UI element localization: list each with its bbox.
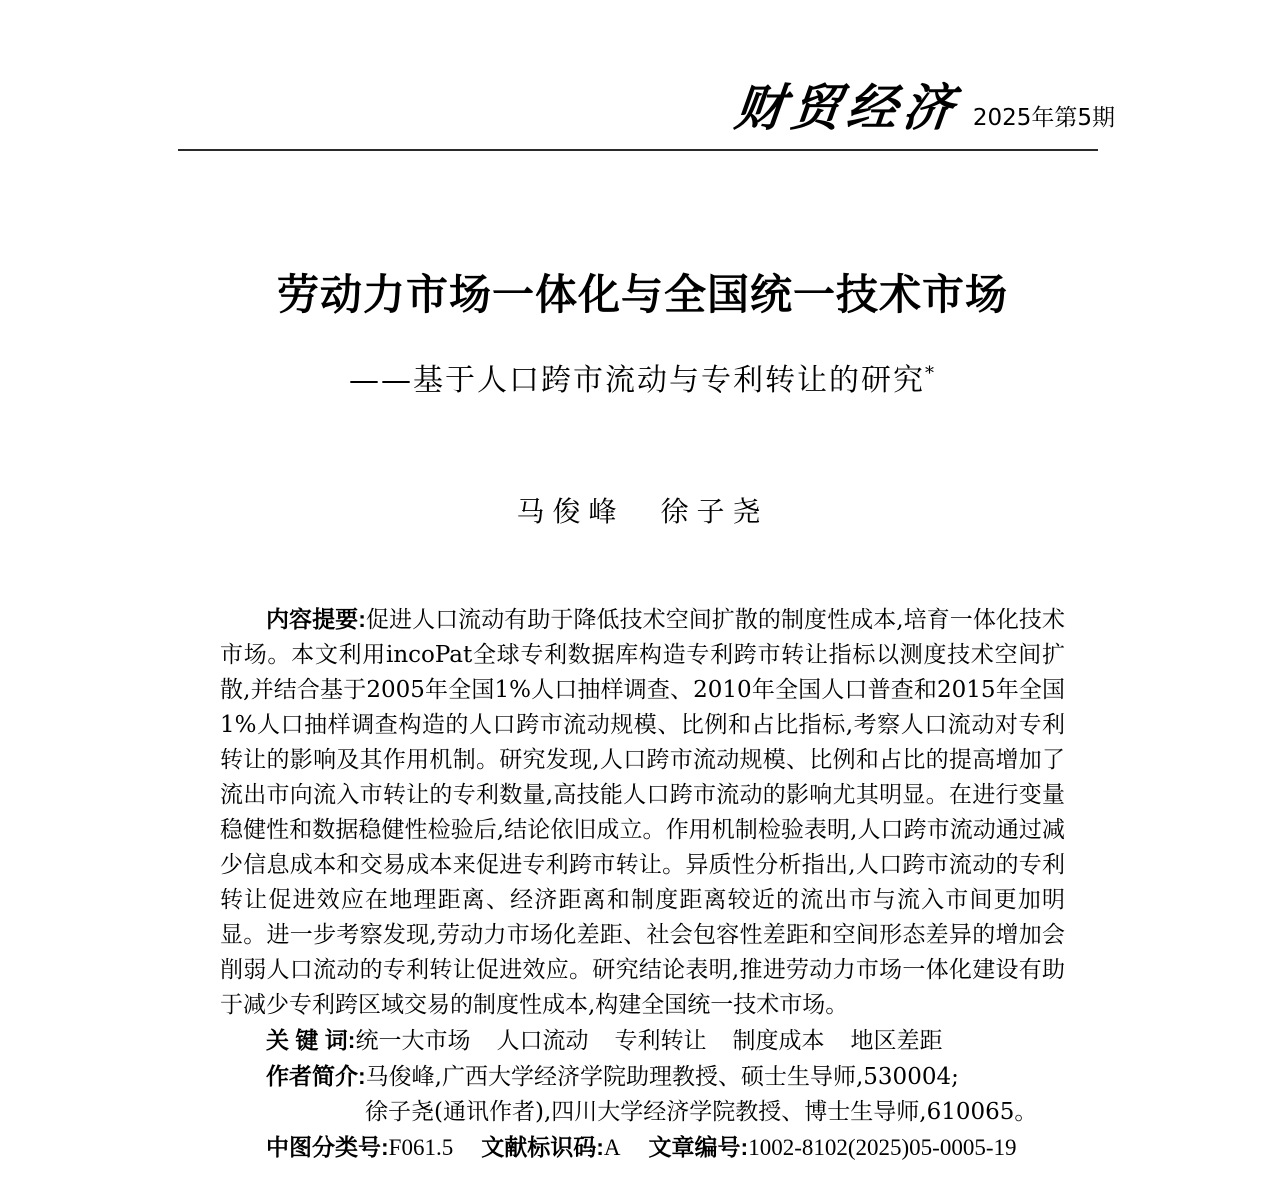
author-name-2: 徐子尧 bbox=[660, 495, 769, 528]
author-bio-row-1 bbox=[220, 1059, 1065, 1095]
masthead bbox=[178, 78, 1115, 138]
classification-row bbox=[220, 1130, 1065, 1166]
author-bio-line-1: 马俊峰,广西大学经济学院助理教授、硕士生导师,530004; bbox=[365, 1064, 959, 1090]
article-id-value: 1002-8102(2025)05-0005-19 bbox=[748, 1135, 1017, 1160]
abstract-label: 内容提要: bbox=[266, 606, 366, 632]
author-bio-line-2: 徐子尧(通讯作者),四川大学经济学院教授、博士生导师,610065。 bbox=[365, 1099, 1038, 1125]
author-names bbox=[220, 490, 1065, 530]
keyword-item: 地区差距 bbox=[850, 1028, 943, 1054]
clc-value: F061.5 bbox=[388, 1135, 454, 1160]
keyword-item: 制度成本 bbox=[732, 1028, 825, 1054]
doc-code-label: 文献标识码: bbox=[481, 1134, 604, 1160]
author-name-1: 马俊峰 bbox=[516, 495, 625, 528]
abstract-paragraph bbox=[220, 602, 1065, 1023]
subtitle-text: ——基于人口跨市流动与专利转让的研究 bbox=[349, 363, 925, 398]
clc-label: 中图分类号: bbox=[266, 1134, 389, 1160]
keyword-item: 专利转让 bbox=[614, 1028, 707, 1054]
journal-logo-calligraphy: 财贸经济 bbox=[731, 78, 962, 137]
article-id-label: 文章编号: bbox=[648, 1134, 749, 1160]
doc-code-value: A bbox=[603, 1135, 621, 1160]
keyword-item: 人口流动 bbox=[496, 1028, 589, 1054]
masthead-divider bbox=[178, 149, 1098, 151]
keywords-row bbox=[220, 1023, 1065, 1059]
title-footnote-marker: * bbox=[925, 363, 936, 384]
author-bio-row-2 bbox=[220, 1095, 1065, 1130]
article-subtitle bbox=[220, 355, 1065, 399]
keyword-item: 统一大市场 bbox=[355, 1028, 471, 1054]
issue-label: 2025年第5期 bbox=[972, 105, 1115, 131]
abstract-text: 促进人口流动有助于降低技术空间扩散的制度性成本,培育一体化技术市场。本文利用incoPat全球专利数据库构造专利跨市转让指标以测度技术空间扩散,并结合基于2005年全国1%人口抽样调查、2010年全国人口普查和2015年全国1%人口抽样调查构造的人口跨市流动规模、比例和占比指标,考察人口流动对专利转让的影响及其作用机制。研究发现,人口跨市流动规模、比例和占比的提高增加了流出市向流入市转让的专利数量,高技能人口跨市流动的影响尤其明显。在进行变量稳健性和数据稳健性检验后,结论依旧成立。作用机制检验表明,人口跨市流动通过减少信息成本和交易成本来促进专利跨市转让。异质性分析指出,人口跨市流动的专利转让促进效应在地理距离、经济距离和制度距离较近的流出市与流入市间更加明显。进一步考察发现,劳动力市场化差距、社会包容性差距和空间形态差异的增加会削弱人口流动的专利转让促进效应。研究结论表明,推进劳动力市场一体化建设有助于减少专利跨区域交易的制度性成本,构建全国统一技术市场。 bbox=[220, 607, 1065, 1018]
keywords-label: 关 键 词: bbox=[266, 1027, 356, 1053]
author-bio-label: 作者简介: bbox=[266, 1063, 366, 1089]
abstract-section bbox=[220, 602, 1065, 1166]
article-title: 劳动力市场一体化与全国统一技术市场 bbox=[276, 271, 1008, 318]
